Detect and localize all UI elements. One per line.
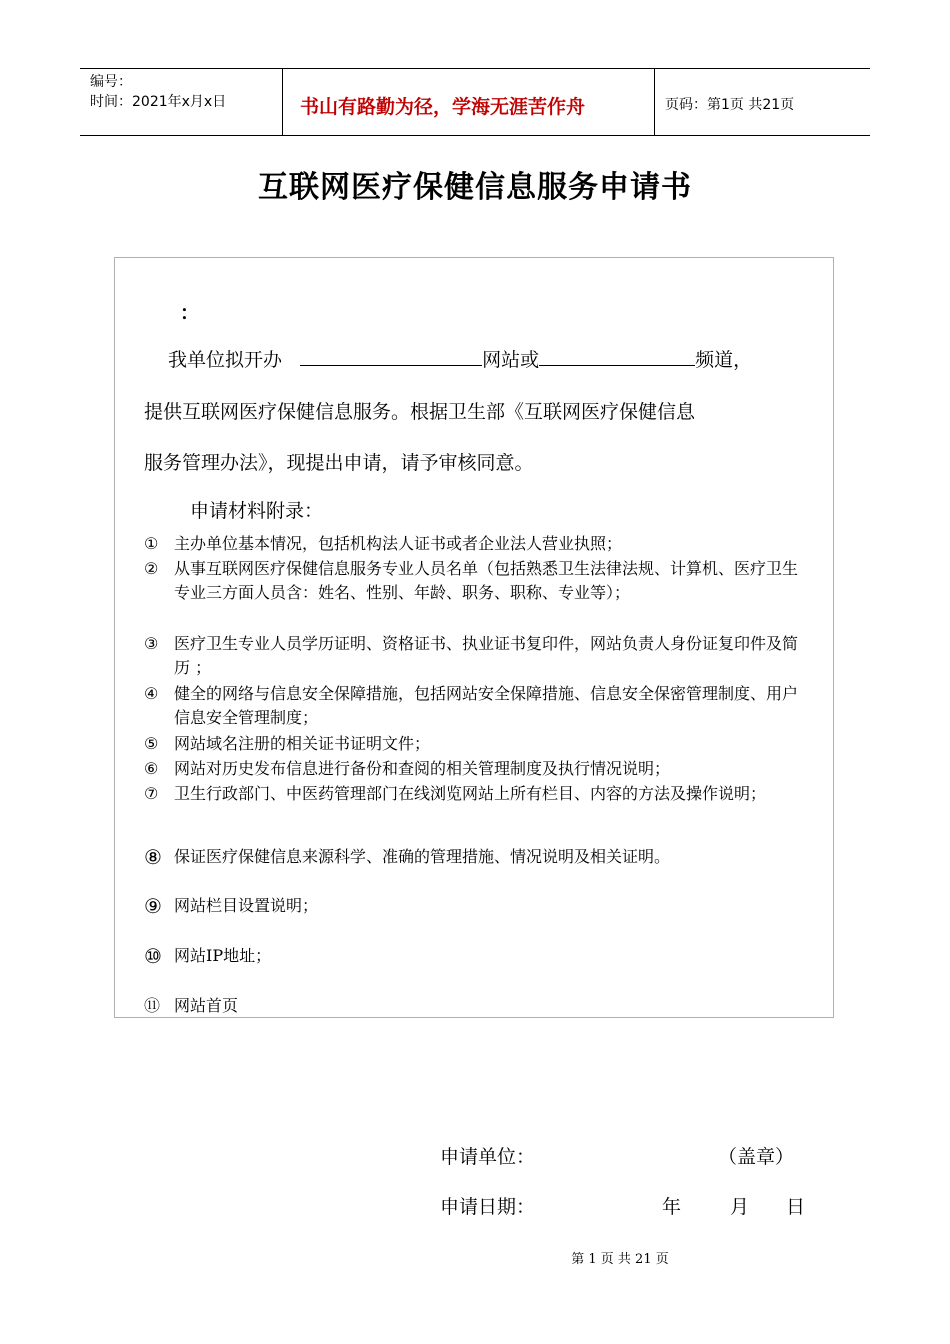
application-line-3: 服务管理办法》，现提出申请，请予审核同意。 [144, 452, 534, 474]
item-text: 健全的网络与信息安全保障措施，包括网站安全保障措施、信息安全保密管理制度、用户信息安全管理制度； [174, 684, 799, 727]
item-number: ④ [144, 684, 159, 703]
application-date-label: 申请日期： [440, 1196, 536, 1218]
item-text: 医疗卫生专业人员学历证明、资格证书、执业证书复印件，网站负责人身份证复印件及简历 ； [174, 634, 799, 677]
line1-text-a: 我单位拟开办 [168, 349, 283, 371]
channel-name-blank [539, 347, 695, 366]
line1-text-b: 网站或 [482, 349, 540, 371]
seal-label: （盖章） [718, 1146, 795, 1168]
list-item [144, 944, 804, 968]
line1-text-c: 频道， [695, 349, 753, 371]
list-item [144, 994, 804, 1018]
item-number: ⑧ [144, 845, 162, 869]
header-bottom-rule [80, 135, 870, 136]
list-item [144, 682, 804, 730]
application-line-1 [168, 345, 752, 372]
materials-heading: 申请材料附录： [190, 500, 324, 522]
item-text: 网站首页 [174, 996, 239, 1015]
date-year: 年 [662, 1196, 682, 1218]
header-motto: 书山有路勤为径，学海无涯苦作舟 [300, 96, 586, 118]
list-item [144, 732, 804, 756]
date-day: 日 [786, 1196, 806, 1218]
item-number: ⑤ [144, 734, 159, 753]
list-item [144, 757, 804, 781]
list-item [144, 845, 804, 869]
list-item [144, 532, 804, 556]
header-time-label: 时间：2021年x月x日 [90, 94, 227, 110]
list-item [144, 557, 804, 605]
header-page-info: 页码：第1页 共21页 [665, 97, 795, 113]
item-number: ③ [144, 634, 159, 653]
item-text: 网站对历史发布信息进行备份和查阅的相关管理制度及执行情况说明； [174, 759, 671, 778]
applicant-unit-label: 申请单位： [440, 1146, 536, 1168]
footer-page-number: 第 1 页 共 21 页 [571, 1252, 669, 1267]
header-divider-right [654, 68, 655, 135]
list-item [144, 782, 804, 806]
list-item [144, 894, 804, 918]
item-number: ⑩ [144, 944, 162, 968]
website-name-blank [300, 347, 482, 366]
item-text: 从事互联网医疗保健信息服务专业人员名单（包括熟悉卫生法律法规、计算机、医疗卫生专业三方面人员含：姓名、性别、年龄、职务、职称、专业等）； [174, 559, 799, 602]
item-number: ② [144, 559, 159, 578]
application-line-2: 提供互联网医疗保健信息服务。根据卫生部《互联网医疗保健信息 [144, 401, 696, 423]
item-text: 卫生行政部门、中医药管理部门在线浏览网站上所有栏目、内容的方法及操作说明； [174, 784, 767, 803]
item-number: ⑥ [144, 759, 159, 778]
page-title: 互联网医疗保健信息服务申请书 [258, 170, 692, 205]
list-item [144, 632, 804, 680]
header-code-label: 编号： [90, 74, 132, 90]
date-month: 月 [730, 1196, 750, 1218]
header-top-rule [80, 68, 870, 69]
item-number: ⑦ [144, 784, 159, 803]
item-number: ① [144, 534, 159, 553]
item-number: ⑪ [144, 996, 161, 1015]
salutation: ： [180, 302, 200, 324]
item-text: 主办单位基本情况，包括机构法人证书或者企业法人营业执照； [174, 534, 623, 553]
header-divider-left [282, 68, 283, 135]
item-text: 网站栏目设置说明； [174, 896, 319, 915]
item-text: 保证医疗保健信息来源科学、准确的管理措施、情况说明及相关证明。 [174, 847, 671, 866]
item-number: ⑨ [144, 894, 162, 918]
item-text: 网站IP地址； [174, 946, 272, 965]
item-text: 网站域名注册的相关证书证明文件； [174, 734, 431, 753]
